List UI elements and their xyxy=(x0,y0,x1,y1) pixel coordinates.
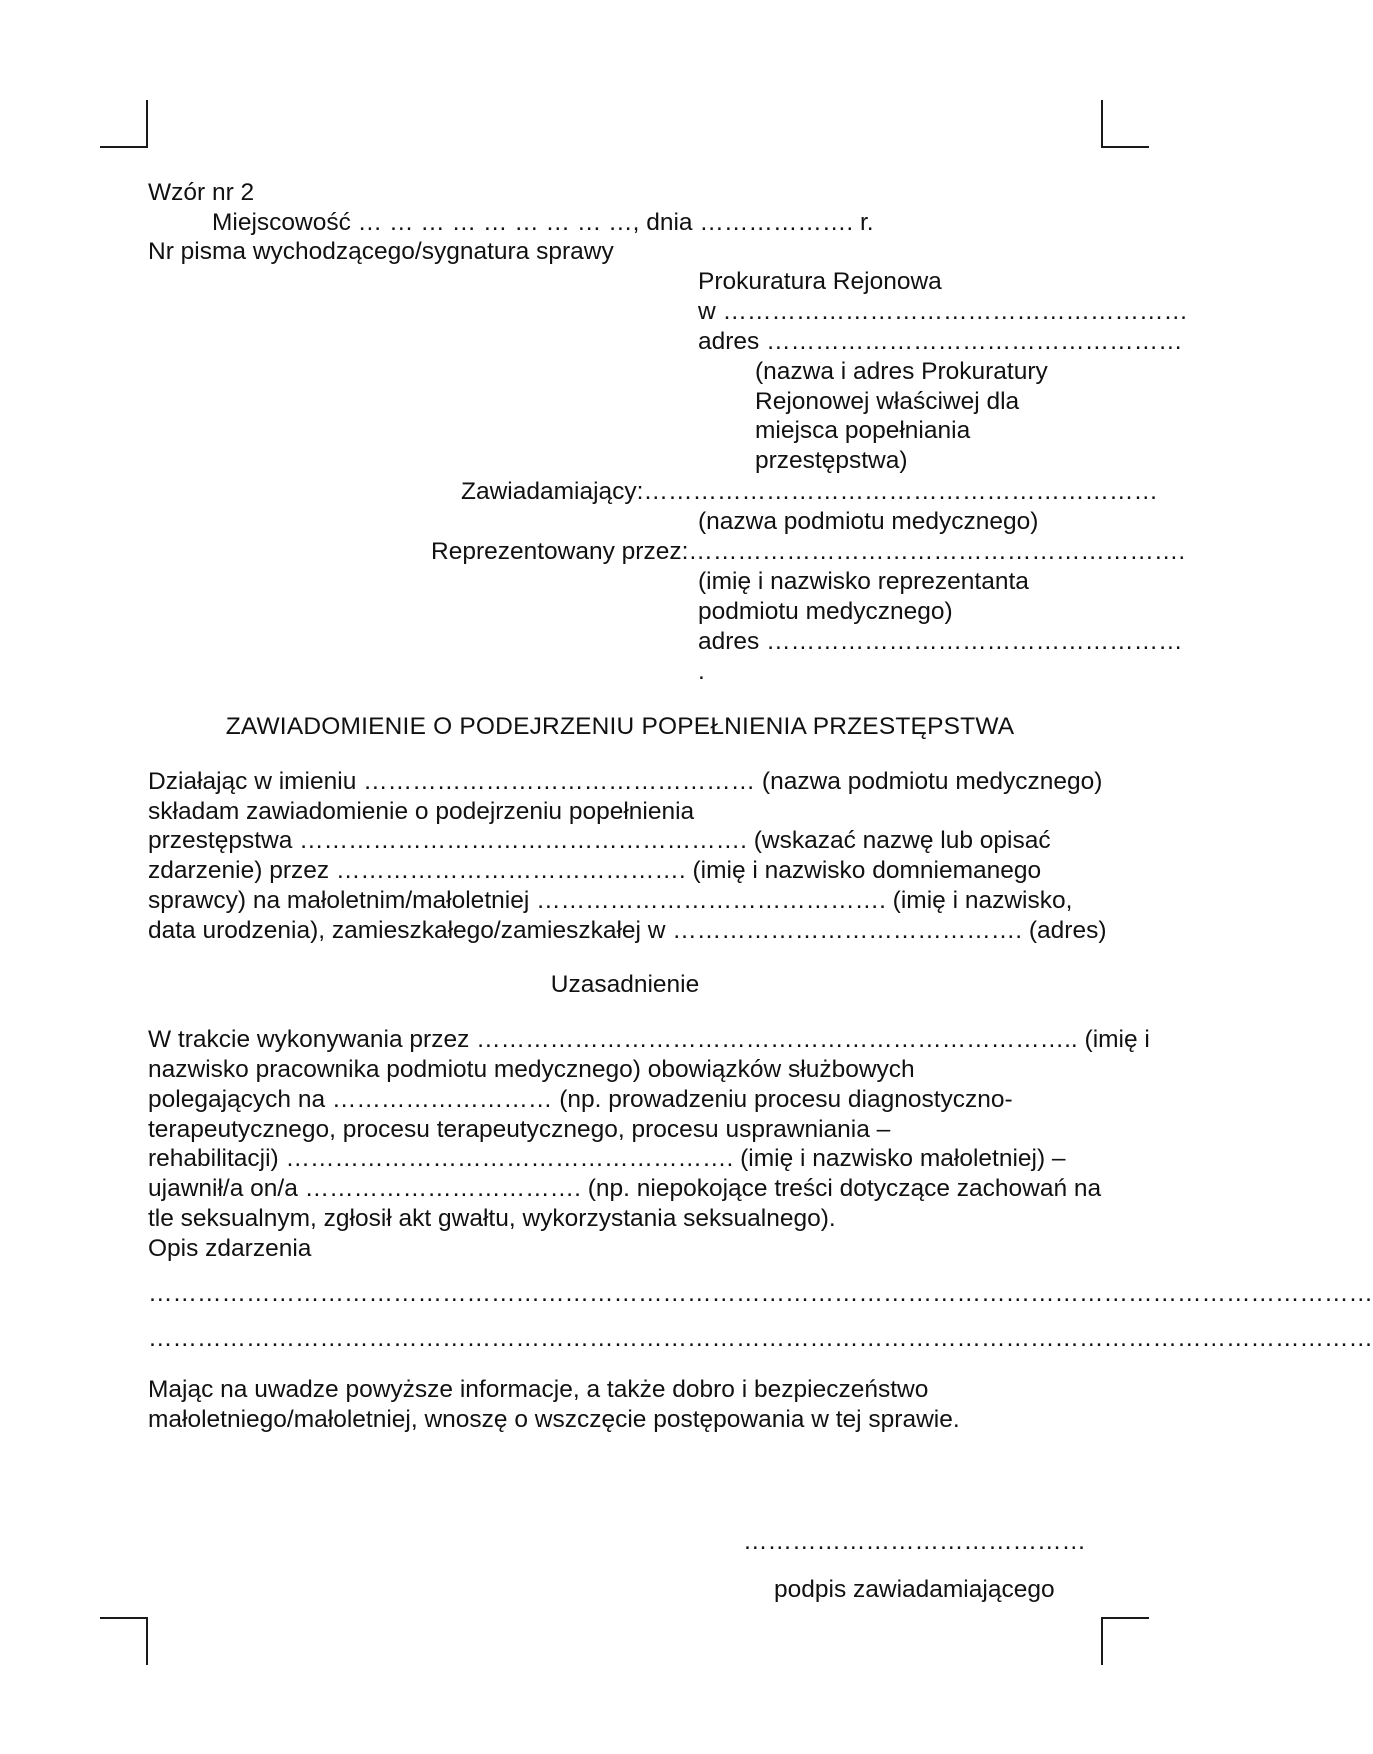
document-title: ZAWIADOMIENIE O PODEJRZENIU POPEŁNIENIA PRZESTĘPSTWA xyxy=(225,713,1015,740)
crop-mark-top-left-horizontal xyxy=(100,146,148,148)
reference-number-label: Nr pisma wychodzącego/sygnatura sprawy xyxy=(148,238,614,265)
representative-note-line: podmiotu medycznego) xyxy=(698,598,953,625)
crop-mark-top-right-horizontal xyxy=(1101,146,1149,148)
place-date-field: Miejscowość … … … … … … … … …, dnia ………………. r. xyxy=(212,209,874,236)
notifier-address-continuation: . xyxy=(698,658,705,685)
notifier-address-field: adres …………………………………………… xyxy=(698,628,1183,655)
body-line: data urodzenia), zamieszkałego/zamieszkałej w ……………………………………. (adres) xyxy=(148,917,1107,944)
justification-line: ujawnił/a on/a ……………………………. (np. niepokojące treści dotyczące zachowań na xyxy=(148,1175,1102,1202)
crop-mark-bottom-left-horizontal xyxy=(100,1617,148,1619)
crop-mark-top-left-vertical xyxy=(146,100,148,148)
justification-line: terapeutycznego, procesu terapeutycznego, procesu usprawniania – xyxy=(148,1116,891,1143)
justification-line: W trakcie wykonywania przez ……………………………………………………………….. (imię i xyxy=(148,1026,1150,1053)
template-number: Wzór nr 2 xyxy=(148,179,255,206)
recipient-city-field: w ………………………………………………… xyxy=(698,298,1188,325)
recipient-note-line: Rejonowej właściwej dla xyxy=(755,388,1020,415)
justification-line: nazwisko pracownika podmiotu medycznego) obowiązków służbowych xyxy=(148,1056,915,1083)
representative-note-line: (imię i nazwisko reprezentanta xyxy=(698,568,1029,595)
representative-field: Reprezentowany przez:……………………………………………………. xyxy=(431,538,1186,565)
justification-line: polegających na ……………………… (np. prowadzeniu procesu diagnostyczno- xyxy=(148,1086,1013,1113)
notifier-field: Zawiadamiający:……………………………………………………… xyxy=(461,478,1158,505)
justification-line: tle seksualnym, zgłosił akt gwałtu, wykorzystania seksualnego). xyxy=(148,1205,836,1232)
closing-line: małoletniego/małoletniej, wnoszę o wszczęcie postępowania w tej sprawie. xyxy=(148,1406,960,1433)
crop-mark-bottom-left-vertical xyxy=(146,1617,148,1665)
signature-line: …………………………………… xyxy=(743,1528,1086,1555)
body-line: zdarzenie) przez ……………………………………. (imię i nazwisko domniemanego xyxy=(148,857,1042,884)
crop-mark-bottom-right-horizontal xyxy=(1101,1617,1149,1619)
recipient-note-line: miejsca popełniania xyxy=(755,417,971,444)
body-line: Działając w imieniu ………………………………………… (nazwa podmiotu medycznego) xyxy=(148,768,1103,795)
body-line: składam zawiadomienie o podejrzeniu popełnienia xyxy=(148,798,695,825)
recipient-address-field: adres …………………………………………… xyxy=(698,328,1183,355)
recipient-note-line: przestępstwa) xyxy=(755,447,908,474)
body-line: przestępstwa ………………………………………………. (wskazać nazwę lub opisać xyxy=(148,827,1051,854)
signature-label: podpis zawiadamiającego xyxy=(774,1576,1055,1603)
crop-mark-top-right-vertical xyxy=(1101,100,1103,148)
description-fill-line: …………………………………………………………………………………………………………………………………… xyxy=(148,1280,1373,1307)
body-line: sprawcy) na małoletnim/małoletniej ……………………………………. (imię i nazwisko, xyxy=(148,887,1073,914)
recipient-name: Prokuratura Rejonowa xyxy=(698,268,942,295)
crop-mark-bottom-right-vertical xyxy=(1101,1617,1103,1665)
description-label: Opis zdarzenia xyxy=(148,1235,312,1262)
recipient-note-line: (nazwa i adres Prokuratury xyxy=(755,358,1048,385)
notifier-note: (nazwa podmiotu medycznego) xyxy=(698,508,1039,535)
description-fill-line: …………………………………………………………………………………………………………………………………… xyxy=(148,1325,1373,1352)
justification-heading: Uzasadnienie xyxy=(550,971,700,998)
justification-line: rehabilitacji) ………………………………………………. (imię i nazwisko małoletniej) – xyxy=(148,1145,1066,1172)
closing-line: Mając na uwadze powyższe informacje, a także dobro i bezpieczeństwo xyxy=(148,1376,929,1403)
